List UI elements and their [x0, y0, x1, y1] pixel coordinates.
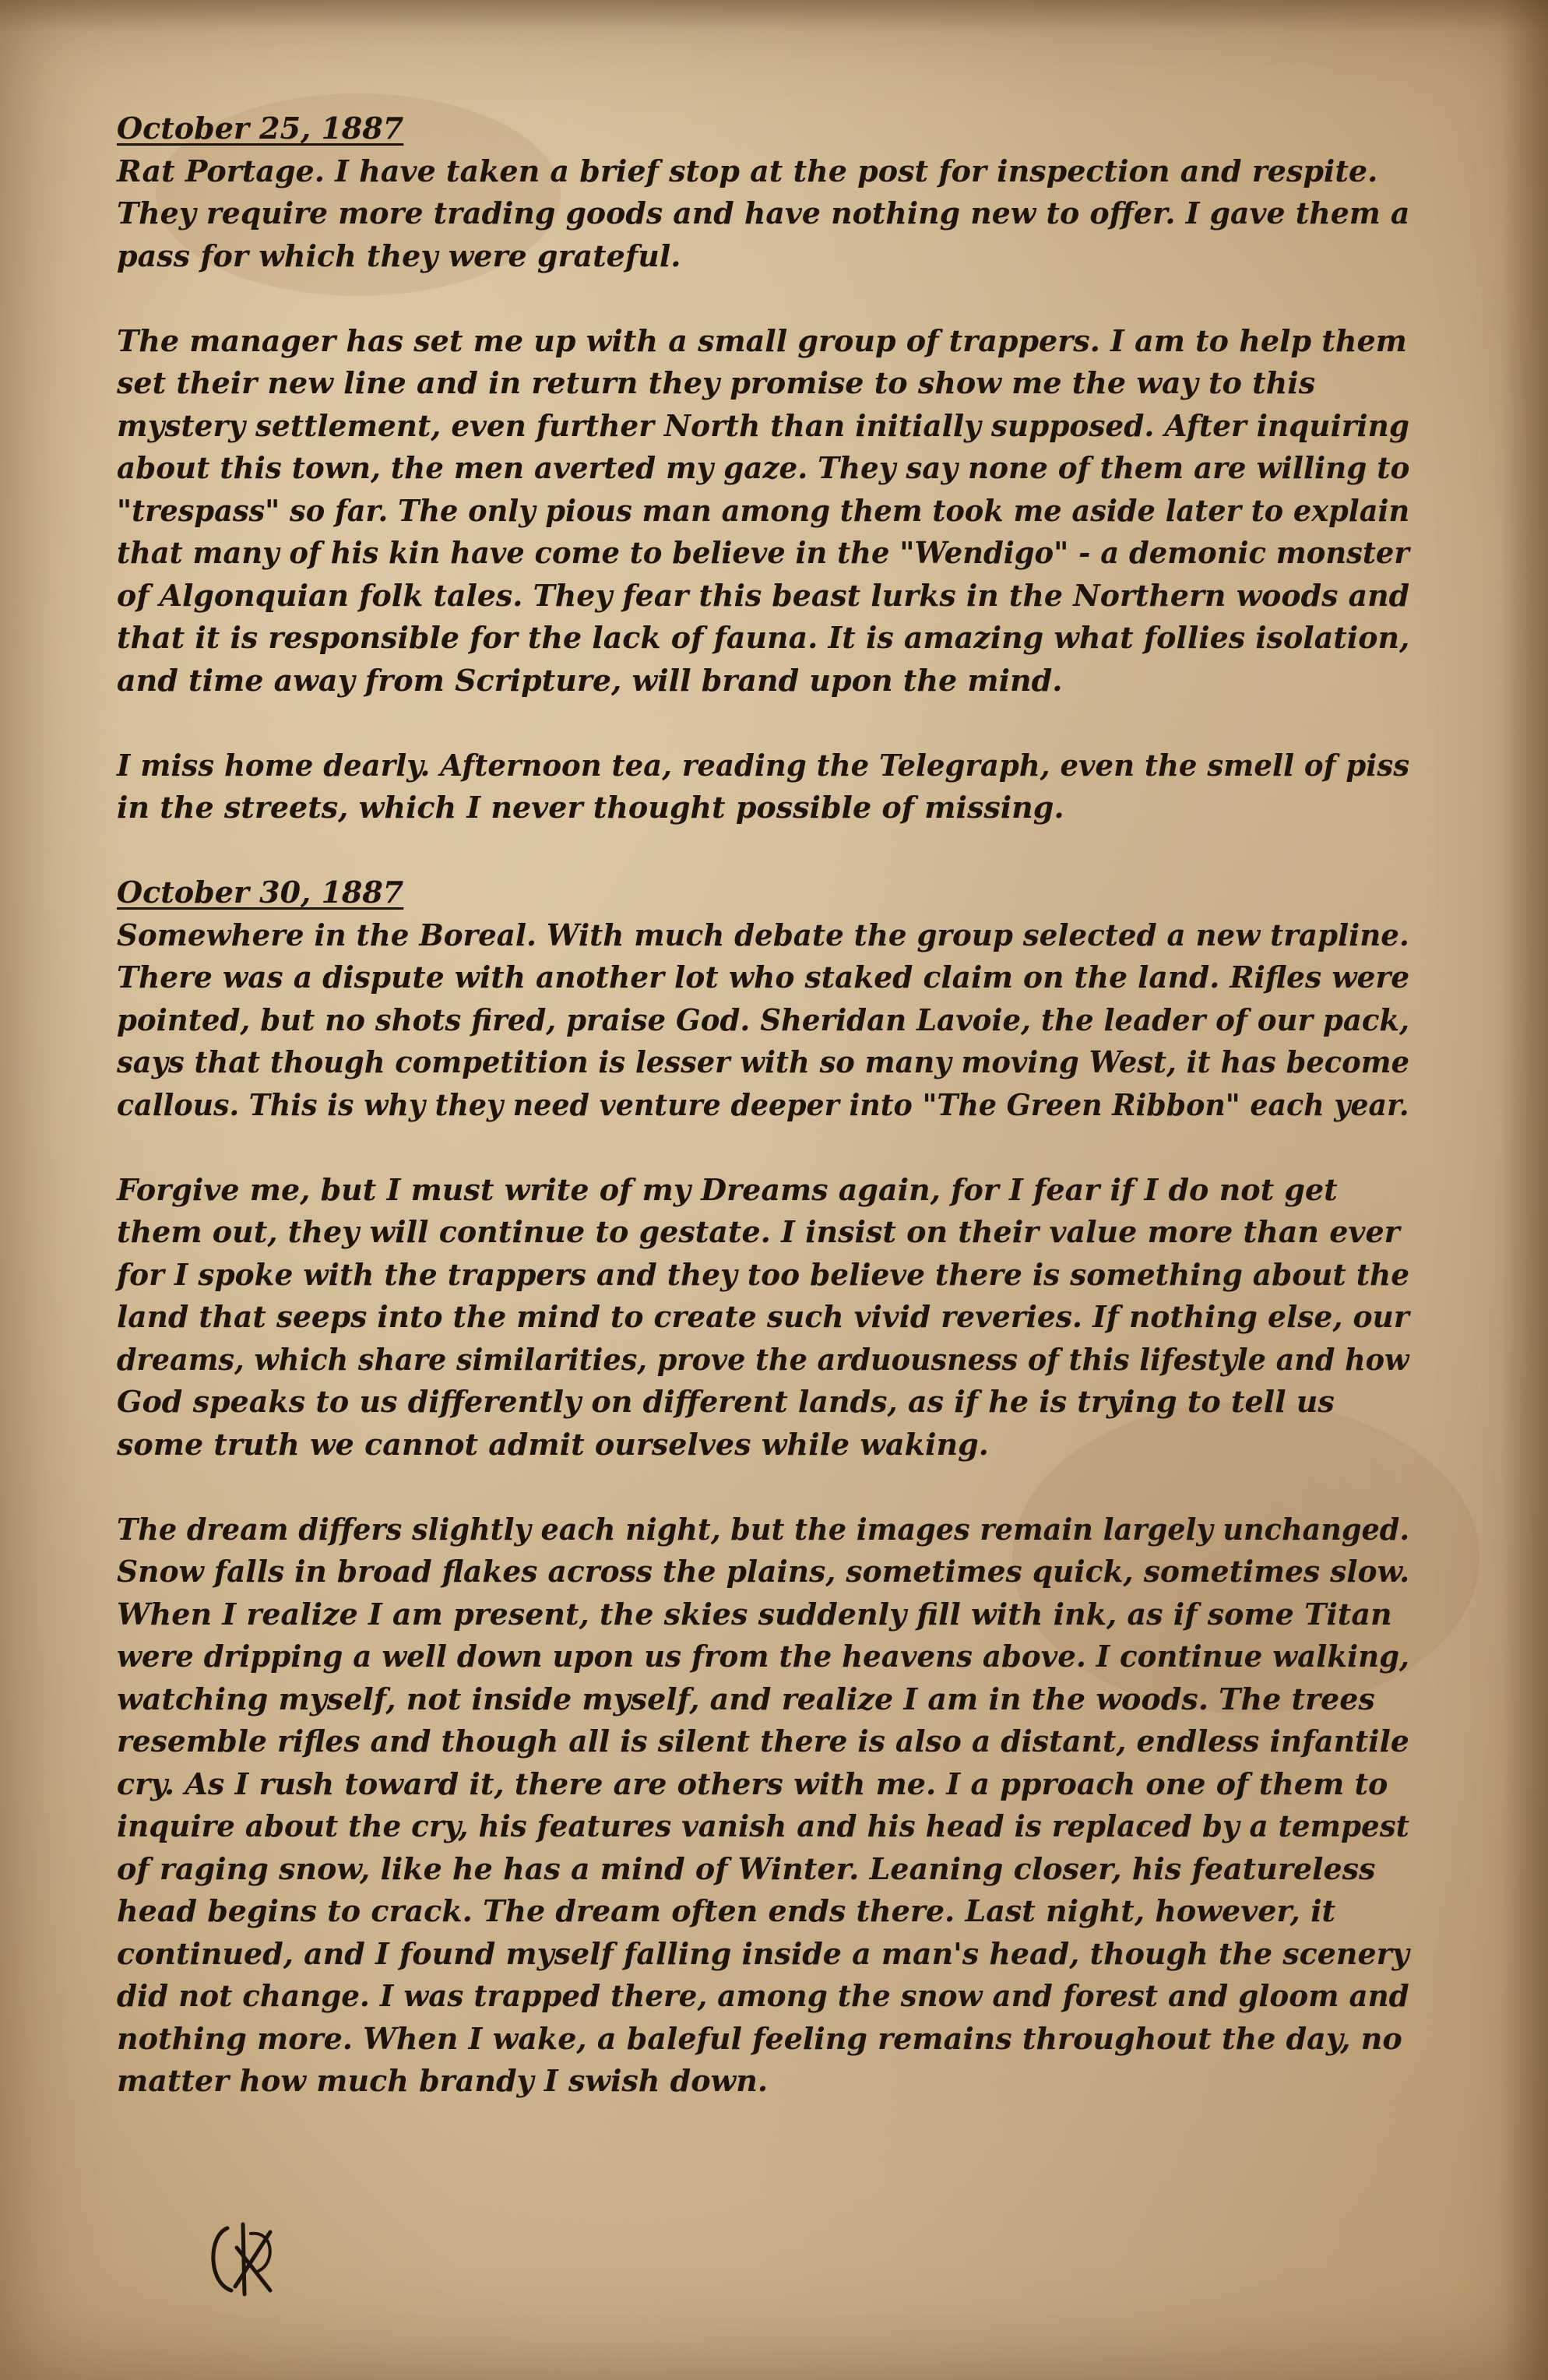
text-line: inquire about the cry, his features vanish and his head is replaced by a tempest	[117, 1808, 1409, 1843]
text-line: set their new line and in return they promise to show me the way to this	[117, 365, 1316, 400]
text-line: head begins to crack. The dream often ends there. Last night, however, it	[117, 1893, 1336, 1928]
page-edge-shadow-top	[0, 0, 1548, 31]
paragraph-spacer	[117, 1126, 1409, 1169]
text-line: The manager has set me up with a small group of trappers. I am to help them	[117, 322, 1407, 358]
text-line: "trespass" so far. The only pious man among them took me aside later to explain	[117, 492, 1410, 528]
page-edge-shadow-right	[1501, 0, 1548, 2380]
text-line: resemble rifles and though all is silent there is also a distant, endless infantile	[117, 1723, 1409, 1759]
entry-date-text: October 25, 1887	[117, 111, 404, 146]
text-line: They require more trading goods and have nothing new to offer. I gave them a	[117, 195, 1410, 231]
entry-spacer	[117, 829, 1409, 872]
journal-paragraph	[117, 150, 1409, 278]
text-line: Snow falls in broad flakes across the plains, sometimes quick, sometimes slow.	[117, 1554, 1410, 1589]
paragraph-spacer	[117, 1466, 1409, 1509]
text-line: that it is responsible for the lack of fauna. It is amazing what follies isolation,	[117, 620, 1410, 655]
text-line: When I realize I am present, the skies suddenly fill with ink, as if some Titan	[117, 1596, 1392, 1632]
journal-paragraph	[117, 745, 1409, 829]
text-line: The dream differs slightly each night, but the images remain largely unchanged.	[117, 1511, 1410, 1547]
journal-paragraph	[117, 914, 1409, 1127]
text-line: matter how much brandy I swish down.	[117, 2063, 769, 2098]
text-line: that many of his kin have come to believe in the "Wendigo" - a demonic monster	[117, 535, 1409, 570]
text-line: cry. As I rush toward it, there are others with me. I a pproach one of them to	[117, 1766, 1388, 1801]
text-line: nothing more. When I wake, a baleful feeling remains throughout the day, no	[117, 2020, 1402, 2056]
entry-date	[117, 107, 1409, 150]
text-line: dreams, which share similarities, prove the arduousness of this lifestyle and how	[117, 1341, 1409, 1377]
text-line: them out, they will continue to gestate. I insist on their value more than ever	[117, 1214, 1400, 1249]
text-line: in the streets, which I never thought possible of missing.	[117, 790, 1064, 825]
text-line: and time away from Scripture, will brand upon the mind.	[117, 662, 1063, 698]
text-line: watching myself, not inside myself, and realize I am in the woods. The trees	[117, 1681, 1375, 1716]
text-line: for I spoke with the trappers and they too believe there is something about the	[117, 1256, 1410, 1292]
text-line: God speaks to us differently on different lands, as if he is trying to tell us	[117, 1384, 1335, 1419]
text-line: did not change. I was trapped there, among the snow and forest and gloom and	[117, 1978, 1409, 2013]
journal-text	[117, 107, 1409, 2103]
text-line: about this town, the men averted my gaze. They say none of them are willing to	[117, 450, 1410, 485]
journal-paragraph	[117, 1509, 1409, 2103]
entry-date	[117, 871, 1409, 914]
text-line: of Algonquian folk tales. They fear this beast lurks in the Northern woods and	[117, 577, 1410, 613]
text-line: continued, and I found myself falling inside a man's head, though the scenery	[117, 1935, 1409, 1971]
entry-date-text: October 30, 1887	[117, 875, 404, 910]
journal-paragraph	[117, 1169, 1409, 1466]
text-line: There was a dispute with another lot who staked claim on the land. Rifles were	[117, 959, 1410, 995]
text-line: mystery settlement, even further North than initially supposed. After inquiring	[117, 407, 1410, 443]
text-line: callous. This is why they need venture deeper into "The Green Ribbon" each year.	[117, 1086, 1409, 1122]
text-line: pointed, but no shots fired, praise God. Sheridan Lavoie, the leader of our pack,	[117, 1002, 1410, 1037]
text-line: I miss home dearly. Afternoon tea, reading the Telegraph, even the smell of piss	[117, 747, 1410, 783]
text-line: says that though competition is lesser with so many moving West, it has become	[117, 1044, 1410, 1079]
paragraph-spacer	[117, 277, 1409, 320]
text-line: were dripping a well down upon us from the heavens above. I continue walking,	[117, 1639, 1409, 1674]
text-line: of raging snow, like he has a mind of Winter. Leaning closer, his featureless	[117, 1850, 1376, 1886]
paragraph-spacer	[117, 702, 1409, 745]
text-line: pass for which they were grateful.	[117, 238, 681, 273]
text-line: Somewhere in the Boreal. With much debate the group selected a new trapline.	[117, 917, 1409, 952]
text-line: some truth we cannot admit ourselves while waking.	[117, 1426, 989, 1462]
text-line: Forgive me, but I must write of my Dreams again, for I fear if I do not get	[117, 1171, 1338, 1207]
journal-paragraph	[117, 320, 1409, 702]
text-line: land that seeps into the mind to create such vivid reveries. If nothing else, our	[117, 1299, 1409, 1334]
signature-monogram-icon	[204, 2216, 282, 2302]
text-line: Rat Portage. I have taken a brief stop at the post for inspection and respite.	[117, 153, 1378, 188]
